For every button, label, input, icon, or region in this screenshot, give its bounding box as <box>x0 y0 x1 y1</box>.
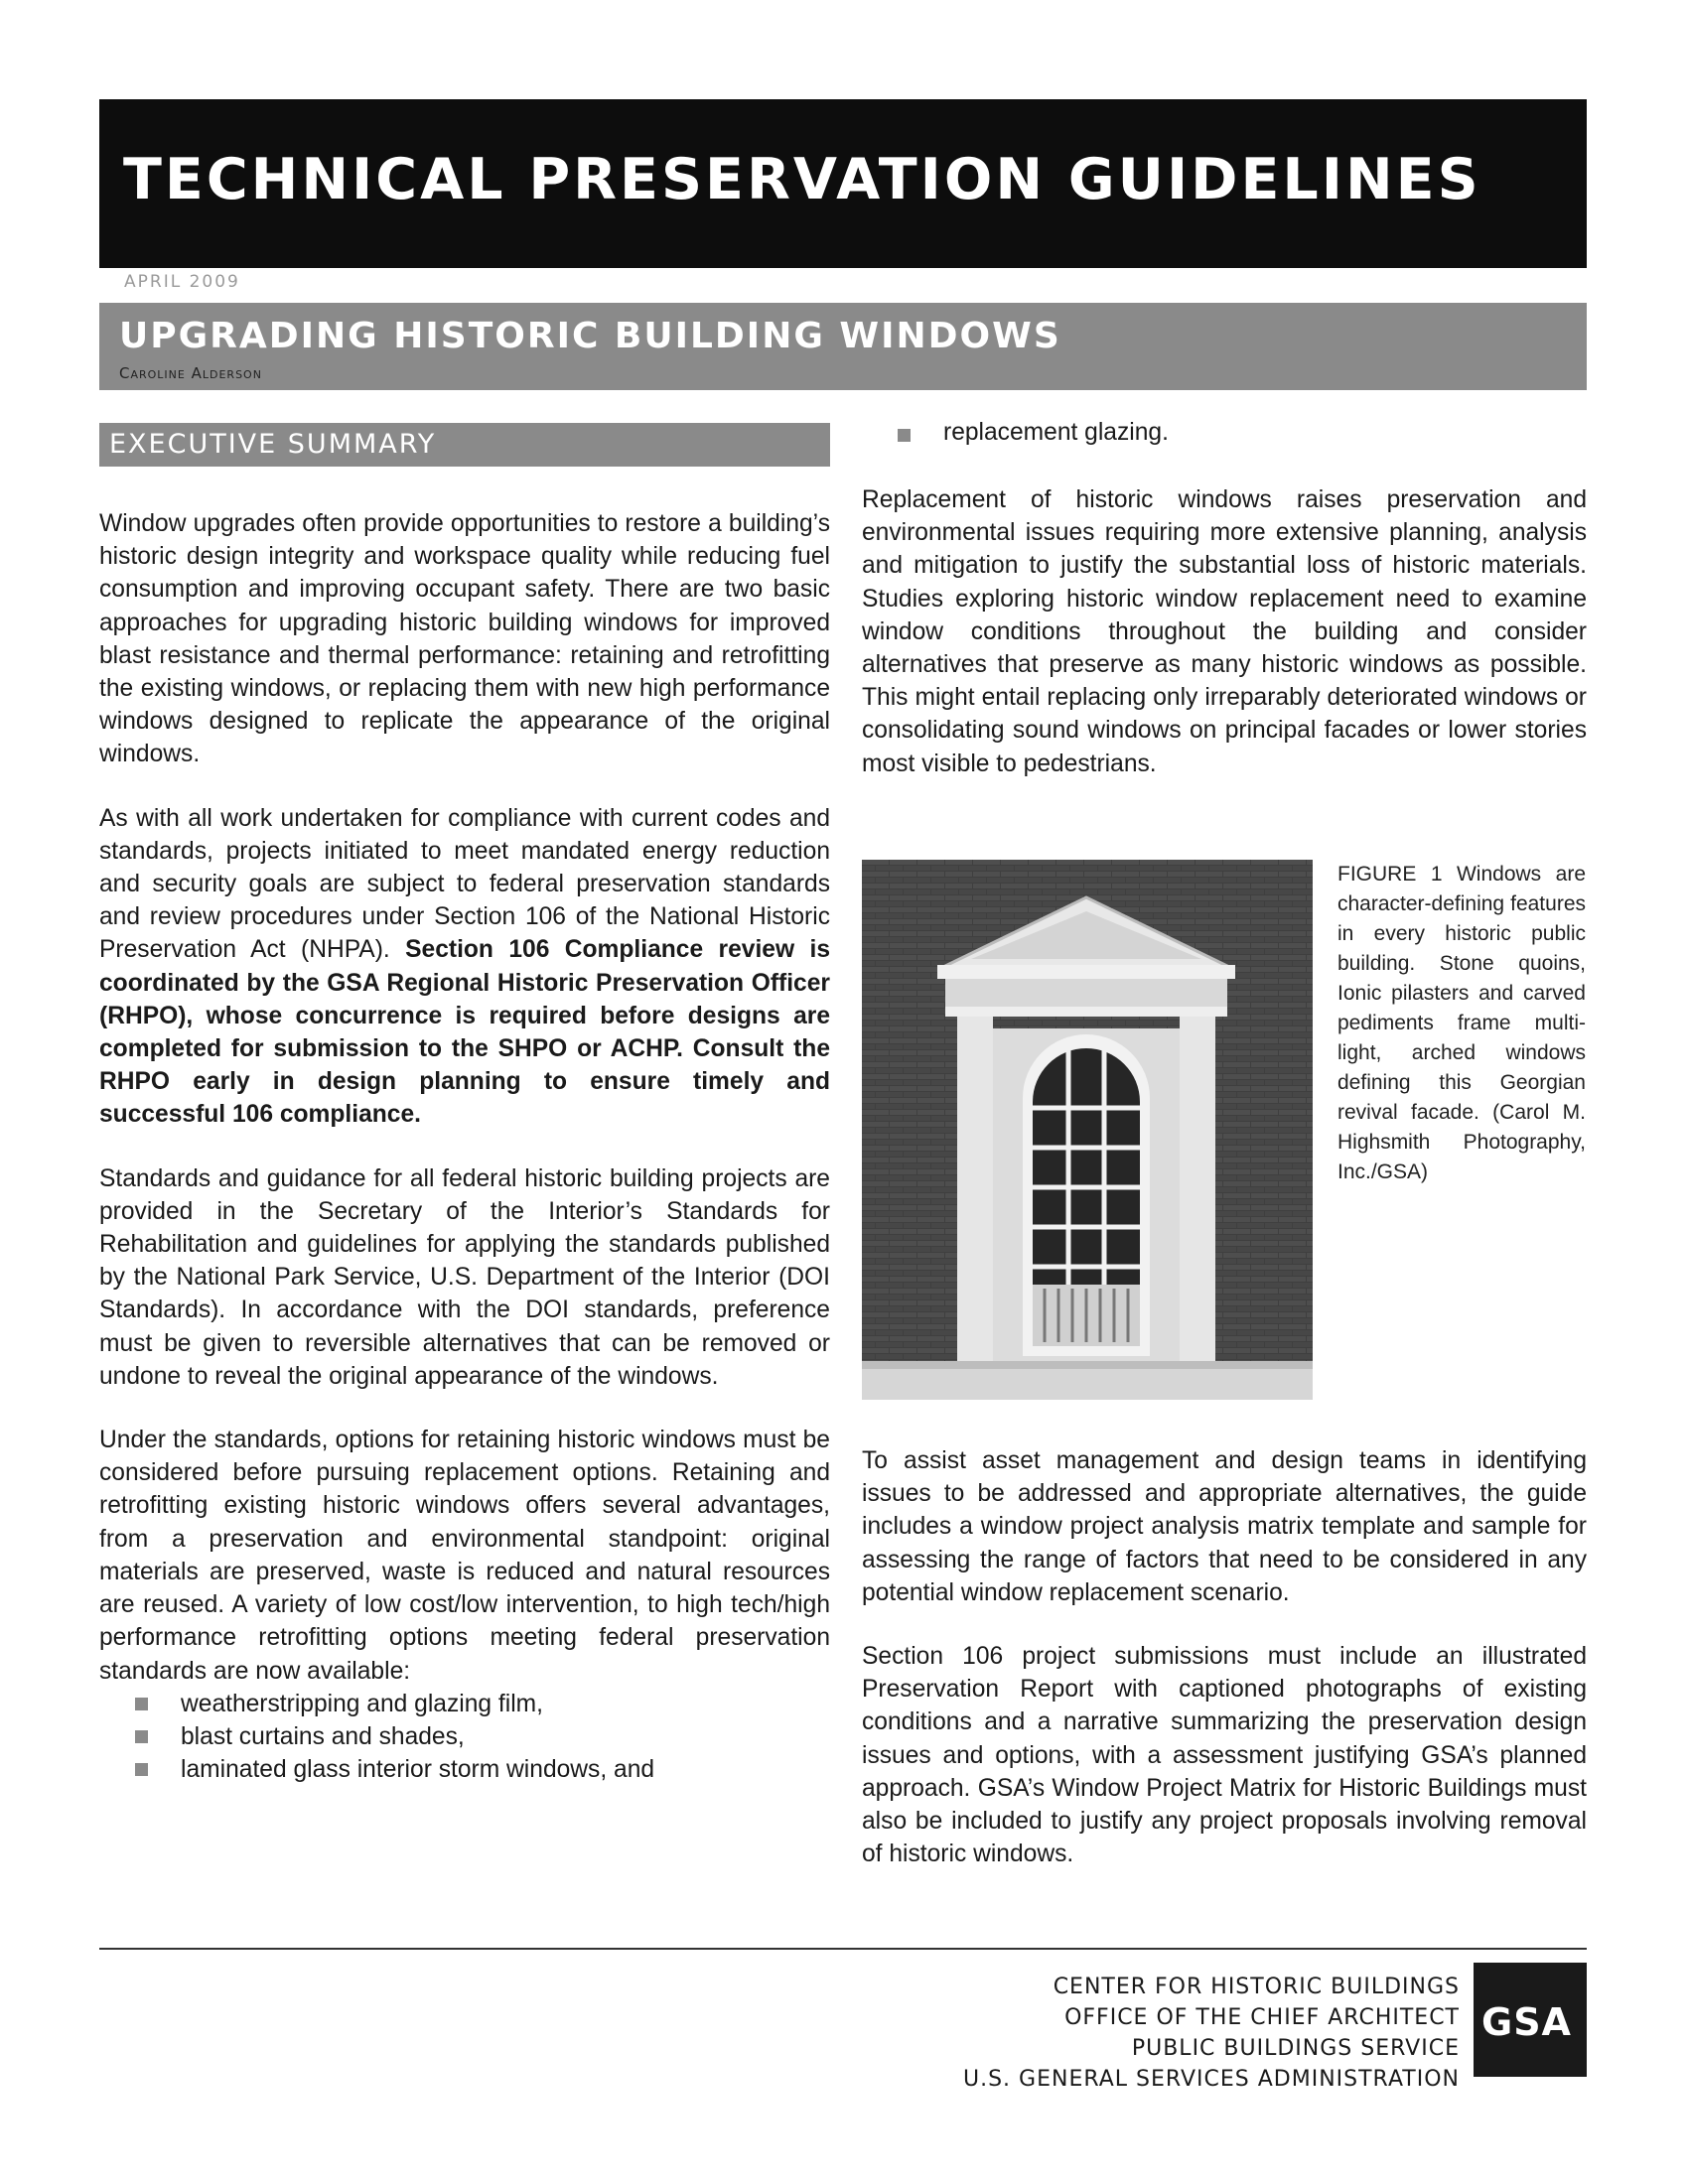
document-title: TECHNICAL PRESERVATION GUIDELINES <box>123 147 1481 212</box>
historic-window-image <box>862 860 1313 1400</box>
left-column <box>99 507 830 1786</box>
window-photo <box>862 860 1313 1400</box>
paragraph: Under the standards, options for retaining historic windows must be considered before pursuing replacement options. Retaining and retrofitting existing historic windows offers several advantages, from a preservation and environmental standpoint: original materials are preserved, waste is reduced and natural resources are reused. A variety of low cost/low intervention, to high tech/high performance retrofitting options meeting federal preservation standards are now available: <box>99 1427 830 1685</box>
gsa-logo <box>1474 1963 1587 2077</box>
publication-date: APRIL 2009 <box>124 272 240 292</box>
paragraph <box>99 802 830 1132</box>
list-item: weatherstripping and glazing film, <box>99 1688 830 1720</box>
bullet-square-icon <box>898 429 911 442</box>
footer-line: OFFICE OF THE CHIEF ARCHITECT <box>1064 2005 1460 2030</box>
gsa-logo-text: GSA <box>1481 2000 1572 2044</box>
paragraph: Section 106 project submissions must include an illustrated Preservation Report with captioned photographs of existing conditions and a narrative summarizing the preservation design issues and options, with a assessment justifying GSA’s planned approach. GSA’s Window Project Matrix for Historic Buildings must also be included to justify any project proposals involving removal of historic windows. <box>862 1643 1587 1868</box>
bullet-square-icon <box>135 1698 148 1710</box>
author-name: Caroline Alderson <box>119 364 262 382</box>
list-item: laminated glass interior storm windows, and <box>99 1753 830 1786</box>
section-header <box>99 423 830 467</box>
compliance-note: Section 106 Compliance review is coordinated by the GSA Regional Historic Preservation Officer (RHPO), whose concurrence is required before designs are completed for submission to the SHPO or ACHP. Consult the RHPO early in design planning to ensure timely and successful 106 compliance. <box>99 936 830 1129</box>
right-column-top <box>862 483 1587 811</box>
footer-organization <box>963 1972 1460 2095</box>
footer-line: CENTER FOR HISTORIC BUILDINGS <box>1053 1975 1460 1999</box>
bullet-square-icon <box>135 1763 148 1776</box>
figure-caption: FIGURE 1 Windows are character-defining features in every historic public building. Stone quoins, Ionic pilasters and carved pediments frame multi-light, arched windows defining this Georgian revival facade. (Carol M. Highsmith Photography, Inc./GSA) <box>1337 863 1586 1183</box>
footer-line: U.S. GENERAL SERVICES ADMINISTRATION <box>963 2067 1460 2092</box>
bullet-list <box>99 1688 830 1786</box>
paragraph: Replacement of historic windows raises preservation and environmental issues requiring more extensive planning, analysis and mitigation to justify the substantial loss of historic materials. Studies exploring historic window replacement need to examine window conditions throughout the building and consider alternatives that preserve as many historic windows as possible. This might entail replacing only irreparably deteriorated windows or consolidating sound windows on principal facades or lower stories most visible to pedestrians. <box>862 486 1587 777</box>
footer-line: PUBLIC BUILDINGS SERVICE <box>1131 2036 1460 2061</box>
paragraph: To assist asset management and design teams in identifying issues to be addressed and appropriate alternatives, the guide includes a window project analysis matrix template and sample for assessing the range of factors that need to be considered in any potential window replacement scenario. <box>862 1447 1587 1606</box>
subtitle-bar <box>99 303 1587 390</box>
section-title: EXECUTIVE SUMMARY <box>109 429 437 460</box>
article-title: UPGRADING HISTORIC BUILDING WINDOWS <box>119 316 1061 356</box>
bullet-square-icon <box>135 1730 148 1743</box>
paragraph: Standards and guidance for all federal historic building projects are provided in the Secretary of the Interior’s Standards for Rehabilitation and guidelines for applying the standards published by the National Park Service, U.S. Department of the Interior (DOI Standards). In accordance with the DOI standards, preference must be given to reversible alternatives that can be removed or undone to reveal the original appearance of the windows. <box>99 1164 830 1390</box>
footer-divider <box>99 1948 1587 1950</box>
list-item: blast curtains and shades, <box>99 1720 830 1753</box>
title-banner <box>99 99 1587 268</box>
right-column-bottom <box>862 1444 1587 1901</box>
paragraph: Window upgrades often provide opportunities to restore a building’s historic design integrity and workspace quality while reducing fuel consumption and improving occupant safety. There are two basic approaches for upgrading historic building windows for improved blast resistance and thermal performance: retaining and retrofitting the existing windows, or replacing them with new high performance windows designed to replicate the appearance of the original windows. <box>99 510 830 768</box>
paragraph-text: As with all work undertaken for compliance with current codes and standards, projects initiated to meet mandated energy reduction and security goals are subject to federal preservation standards and review procedures under Section 106 of the National Historic Preservation Act (NHPA). <box>99 804 830 964</box>
